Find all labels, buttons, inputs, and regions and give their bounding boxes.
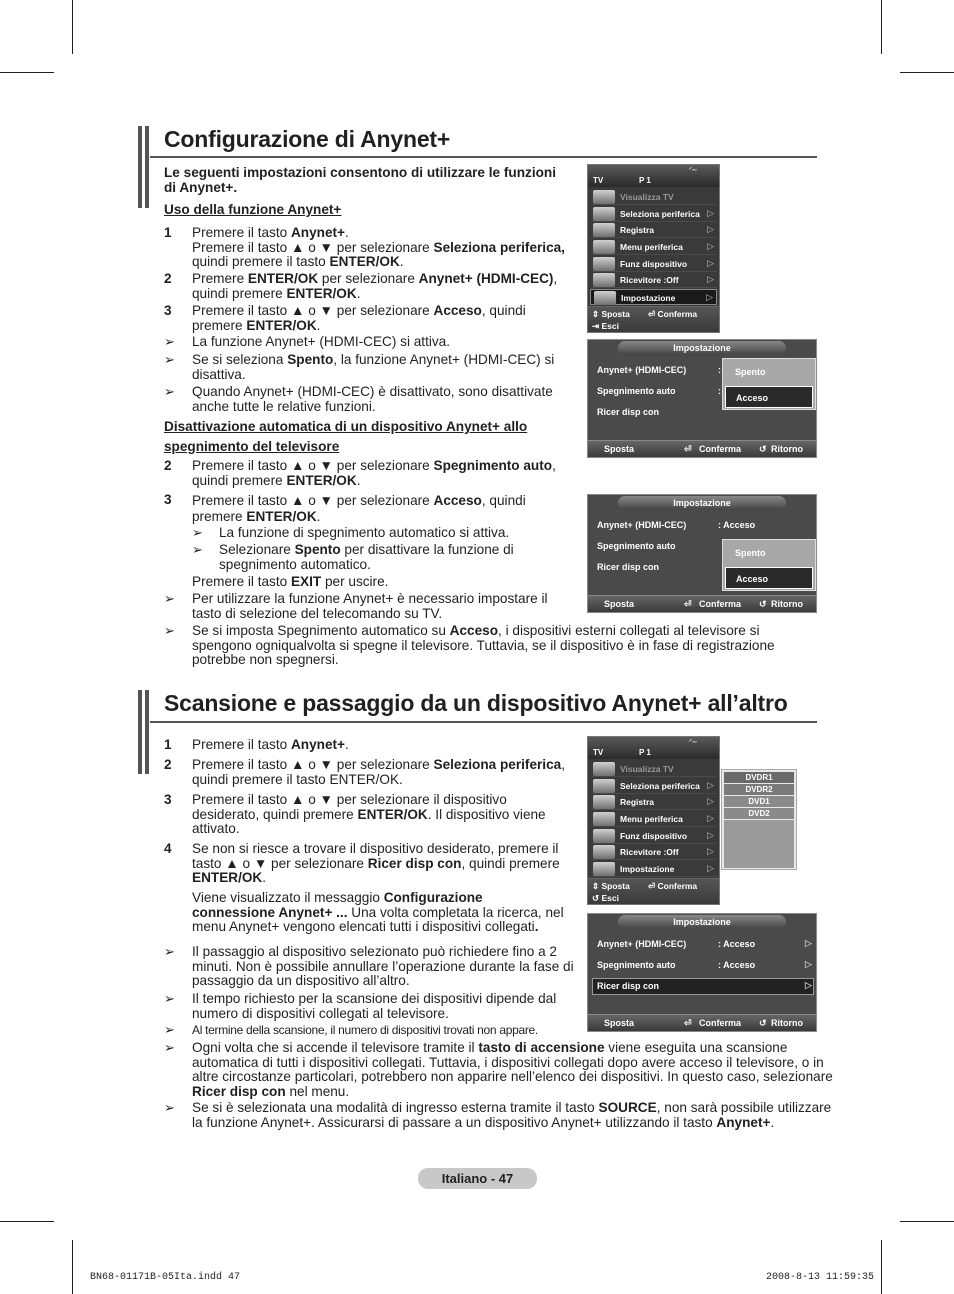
anynet-label: Anynet+ (HDMI-CEC) (597, 939, 687, 949)
note-text: La funzione Anynet+ (HDMI-CEC) si attiva. (192, 334, 451, 349)
crop-mark (72, 1240, 73, 1294)
crop-mark (881, 0, 882, 54)
section-title: Configurazione di Anynet+ (164, 126, 451, 152)
note-arrow-icon: ➢ (164, 384, 175, 399)
step-text: Premere il tasto ▲ o ▼ per selezionare Spegnimento auto, quindi premere ENTER/OK. (192, 458, 556, 488)
note-text: Se si imposta Spegnimento automatico su Acceso, i dispositivi esterni collegati al televisore si spengono ogniqualvolta si spegne il televisore. Tuttavia, se il dispositivo è in fase di registrazione potrebbe non spegnersi. (192, 623, 775, 667)
arrow-right-icon: ▷ (707, 258, 714, 268)
step-text: Premere ENTER/OK per selezionare Anynet+ (HDMI-CEC), quindi premere ENTER/OK. (192, 271, 558, 301)
note-arrow-icon: ➢ (164, 1022, 175, 1037)
settings-panel: Impostazione Anynet+ (HDMI-CEC) : Acceso ▷ Spegnimento auto : Acceso ▷ Ricer disp con ▷ Sposta ⏎ Conferma ↺ Ritorno (587, 913, 817, 1032)
recorder-icon (593, 795, 615, 809)
option-off[interactable]: Spento (735, 548, 766, 558)
settings-panel: Impostazione Anynet+ (HDMI-CEC) : Acceso Spegnimento auto Ricer disp con Spento Acceso Sposta ⏎ Conferma ↺ Ritorno (587, 494, 817, 613)
step-number: 3 (164, 303, 172, 318)
osd-item[interactable]: Registra ▷ (590, 794, 717, 810)
confirm-label: ⏎ Conferma (648, 881, 698, 891)
exit-label: ⇥ Esci (592, 321, 619, 331)
osd-header: TV P 1 ᐟ∼ (588, 165, 719, 187)
confirm-icon: ⏎ (684, 599, 692, 609)
step-number: 1 (164, 225, 172, 240)
arrow-right-icon: ▷ (707, 863, 714, 873)
tv-icon (593, 762, 615, 776)
note-text: Se si è selezionata una modalità di ingresso esterna tramite il tasto SOURCE, non sarà possibile utilizzare la funzione Anynet+. Assicurarsi di passare a un dispositivo Anynet+ utilizzando il tasto Anynet+. (192, 1100, 832, 1130)
arrow-right-icon: ▷ (707, 241, 714, 251)
exit-label: ↺ Esci (592, 893, 619, 903)
function-icon (593, 829, 615, 843)
step-number: 3 (164, 492, 172, 507)
osd-footer (588, 878, 719, 904)
device-icon (593, 779, 615, 793)
step-text: Premere il tasto ▲ o ▼ per selezionare Seleziona periferica, quindi premere il tasto ENTER/OK. (192, 757, 565, 787)
step-number: 2 (164, 458, 172, 473)
note-text: Il passaggio al dispositivo selezionato può richiedere fino a 2 minuti. Non è possibile annullare l’operazione durante la fase di passaggio da un dispositivo all’altro. (192, 944, 574, 988)
note-text: Ogni volta che si accende il televisore tramite il tasto di accensione viene eseguita una scansione automatica di tutti i dispositivi collegati. Tuttavia, i dispositivi collegati dopo avere acceso il televisore, o in altre circostanze particolari, potrebbero non apparire nell’elenco dei dispositivi. In questo caso, selezionare Ricer disp con nel menu. (192, 1040, 833, 1099)
osd-menu (587, 736, 720, 905)
panel-title: Impostazione (618, 915, 786, 929)
osd-item[interactable]: Visualizza TV (590, 189, 717, 205)
confirm-icon: ⏎ (684, 444, 692, 454)
osd-item[interactable]: Funz dispositivo ▷ (590, 828, 717, 844)
section-title: Scansione e passaggio da un dispositivo Anynet+ all’altro (164, 690, 788, 716)
confirm-icon: ⏎ (684, 1018, 692, 1028)
note-text: La funzione di spegnimento automatico si attiva. (219, 525, 510, 540)
panel-title: Impostazione (618, 496, 786, 510)
arrow-right-icon: ▷ (805, 938, 812, 948)
arrow-right-icon: ▷ (707, 224, 714, 234)
osd-item[interactable]: Funz dispositivo ▷ (590, 256, 717, 272)
osd-item[interactable]: Registra ▷ (590, 222, 717, 238)
auto-off-label: Spegnimento auto (597, 386, 676, 396)
recorder-icon (593, 223, 615, 237)
note-text: Selezionare Spento per disattivare la funzione di spegnimento automatico. (219, 542, 514, 572)
note-arrow-icon: ➢ (164, 591, 175, 606)
crop-mark (72, 0, 73, 54)
section-bar (138, 690, 142, 774)
note-arrow-icon: ➢ (164, 991, 175, 1006)
note-arrow-icon: ➢ (164, 1100, 175, 1115)
step-number: 4 (164, 841, 172, 856)
osd-header: TV P 1 ᐟ∼ (588, 737, 719, 759)
title-rule (150, 721, 817, 723)
step-number: 3 (164, 792, 172, 807)
crop-mark (0, 1221, 54, 1222)
option-off[interactable]: Spento (735, 367, 766, 377)
arrow-right-icon: ▷ (707, 274, 714, 284)
osd-item[interactable]: Impostazione ▷ (590, 861, 717, 877)
option-popup (722, 358, 816, 410)
subheading: Disattivazione automatica di un dispositivo Anynet+ allo spegnimento del televisore (164, 419, 528, 454)
crop-mark (900, 72, 954, 73)
osd-item[interactable]: Seleziona periferica ▷ (590, 778, 717, 794)
date-slug: 2008-8-13 11:59:35 (766, 1272, 875, 1283)
anynet-label: Anynet+ (HDMI-CEC) (597, 365, 687, 375)
device-item[interactable]: DVD1 (724, 796, 794, 807)
step-number: 1 (164, 737, 172, 752)
move-label: ⇕ Sposta (592, 881, 630, 891)
anynet-logo-icon: ᐟ∼ (688, 739, 697, 746)
return-icon: ↺ (759, 1018, 767, 1028)
arrow-right-icon: ▷ (707, 796, 714, 806)
panel-footer: Sposta ⏎ Conferma ↺ Ritorno (588, 1014, 816, 1031)
search-label: Ricer disp con (597, 562, 660, 572)
note-arrow-icon: ➢ (192, 542, 203, 557)
device-item[interactable]: DVDR1 (724, 772, 794, 783)
subheading: Uso della funzione Anynet+ (164, 202, 342, 217)
osd-item[interactable]: Ricevitore :Off ▷ (590, 844, 717, 860)
arrow-right-icon: ▷ (706, 292, 713, 302)
function-icon (593, 257, 615, 271)
section-bar (138, 126, 142, 208)
option-on[interactable]: Acceso (725, 386, 813, 408)
step-text: Premere il tasto Anynet+. Premere il tasto ▲ o ▼ per selezionare Seleziona periferica, quindi premere il tasto ENTER/OK. (192, 225, 565, 269)
note-text: Quando Anynet+ (HDMI-CEC) è disattivato, sono disattivate anche tutte le relative funzioni. (192, 384, 553, 414)
osd-footer (588, 306, 719, 332)
crop-mark (881, 1240, 882, 1294)
gear-icon (594, 291, 616, 305)
anynet-logo-icon: ᐟ∼ (688, 167, 697, 174)
device-icon (593, 207, 615, 221)
section-bar (145, 690, 149, 774)
arrow-right-icon: ▷ (707, 846, 714, 856)
device-list (721, 769, 797, 870)
step-text: Premere il tasto Anynet+. (192, 737, 349, 752)
note-arrow-icon: ➢ (164, 1040, 175, 1055)
note-arrow-icon: ➢ (164, 623, 175, 638)
page-number: Italiano - 47 (418, 1168, 537, 1189)
panel-footer: Sposta ⏎ Conferma ↺ Ritorno (588, 595, 816, 612)
anynet-label: Anynet+ (HDMI-CEC) (597, 520, 687, 530)
note-text: Il tempo richiesto per la scansione dei dispositivi dipende dal numero di dispositivi collegati al televisore. (192, 991, 557, 1021)
arrow-right-icon: ▷ (707, 830, 714, 840)
panel-title: Impostazione (618, 341, 786, 355)
arrow-right-icon: ▷ (707, 813, 714, 823)
gear-icon (593, 862, 615, 876)
arrow-right-icon: ▷ (707, 208, 714, 218)
step-text: Premere il tasto ▲ o ▼ per selezionare Acceso, quindi premere ENTER/OK. (192, 493, 526, 524)
note-arrow-icon: ➢ (164, 352, 175, 367)
osd-item[interactable]: Menu periferica ▷ (590, 239, 717, 255)
arrow-right-icon: ▷ (805, 959, 812, 969)
arrow-right-icon: ▷ (707, 780, 714, 790)
osd-item[interactable]: Menu periferica ▷ (590, 811, 717, 827)
return-icon: ↺ (759, 599, 767, 609)
note-arrow-icon: ➢ (164, 334, 175, 349)
auto-off-label: Spegnimento auto (597, 960, 676, 970)
note-text: Per utilizzare la funzione Anynet+ è necessario impostare il tasto di selezione del telecomando su TV. (192, 591, 548, 621)
receiver-icon (593, 845, 615, 859)
osd-menu (587, 164, 720, 333)
crop-mark (0, 72, 54, 73)
osd-item[interactable]: Seleziona periferica ▷ (590, 206, 717, 222)
osd-item[interactable]: Impostazione ▷ (590, 289, 717, 305)
step-text: Premere il tasto ▲ o ▼ per selezionare Acceso, quindi premere ENTER/OK. (192, 303, 526, 333)
device-item[interactable]: DVD2 (724, 808, 794, 819)
section-bar (145, 126, 149, 208)
step-text: Viene visualizzato il messaggio Configurazione connessione Anynet+ ... Una volta completata la ricerca, nel menu Anynet+ vengono elencati tutti i dispositivi collegati. (192, 890, 564, 934)
search-label: Ricer disp con (597, 981, 660, 991)
note-arrow-icon: ➢ (164, 944, 175, 959)
confirm-label: ⏎ Conferma (648, 309, 698, 319)
menu-icon (593, 812, 615, 826)
note-arrow-icon: ➢ (192, 525, 203, 540)
osd-item[interactable]: Ricevitore :Off ▷ (590, 272, 717, 288)
note-text: Al termine della scansione, il numero di dispositivi trovati non appare. (192, 1023, 538, 1037)
search-label: Ricer disp con (597, 407, 660, 417)
arrow-right-icon: ▷ (805, 980, 812, 990)
device-item[interactable]: DVDR2 (724, 784, 794, 795)
move-label: ⇕ Sposta (592, 309, 630, 319)
step-text: Premere il tasto ▲ o ▼ per selezionare il dispositivo desiderato, quindi premere ENTER/OK. Il dispositivo viene attivato. (192, 792, 546, 836)
return-icon: ↺ (759, 444, 767, 454)
device-empty (724, 820, 794, 868)
settings-panel: Impostazione Anynet+ (HDMI-CEC) : Spegnimento auto : Ricer disp con Spento Acceso Sposta ⏎ Conferma ↺ Ritorno (587, 339, 817, 458)
tv-icon (593, 190, 615, 204)
option-popup (722, 539, 816, 591)
panel-footer: Sposta ⏎ Conferma ↺ Ritorno (588, 440, 816, 457)
title-rule (150, 156, 817, 158)
crop-mark (900, 1221, 954, 1222)
step-text: Se non si riesce a trovare il dispositivo desiderato, premere il tasto ▲ o ▼ per selezionare Ricer disp con, quindi premere ENTER/OK. (192, 841, 560, 885)
file-slug: BN68-01171B-05Ita.indd 47 (90, 1272, 241, 1283)
step-text: Premere il tasto EXIT per uscire. (192, 574, 389, 589)
auto-off-label: Spegnimento auto (597, 541, 676, 551)
intro-text: Le seguenti impostazioni consentono di utilizzare le funzioni di Anynet+. (164, 165, 556, 195)
receiver-icon (593, 273, 615, 287)
menu-icon (593, 240, 615, 254)
note-text: Se si seleziona Spento, la funzione Anynet+ (HDMI-CEC) si disattiva. (192, 352, 555, 382)
step-number: 2 (164, 757, 172, 772)
osd-item[interactable]: Visualizza TV (590, 761, 717, 777)
option-on[interactable]: Acceso (725, 567, 813, 589)
step-number: 2 (164, 271, 172, 286)
